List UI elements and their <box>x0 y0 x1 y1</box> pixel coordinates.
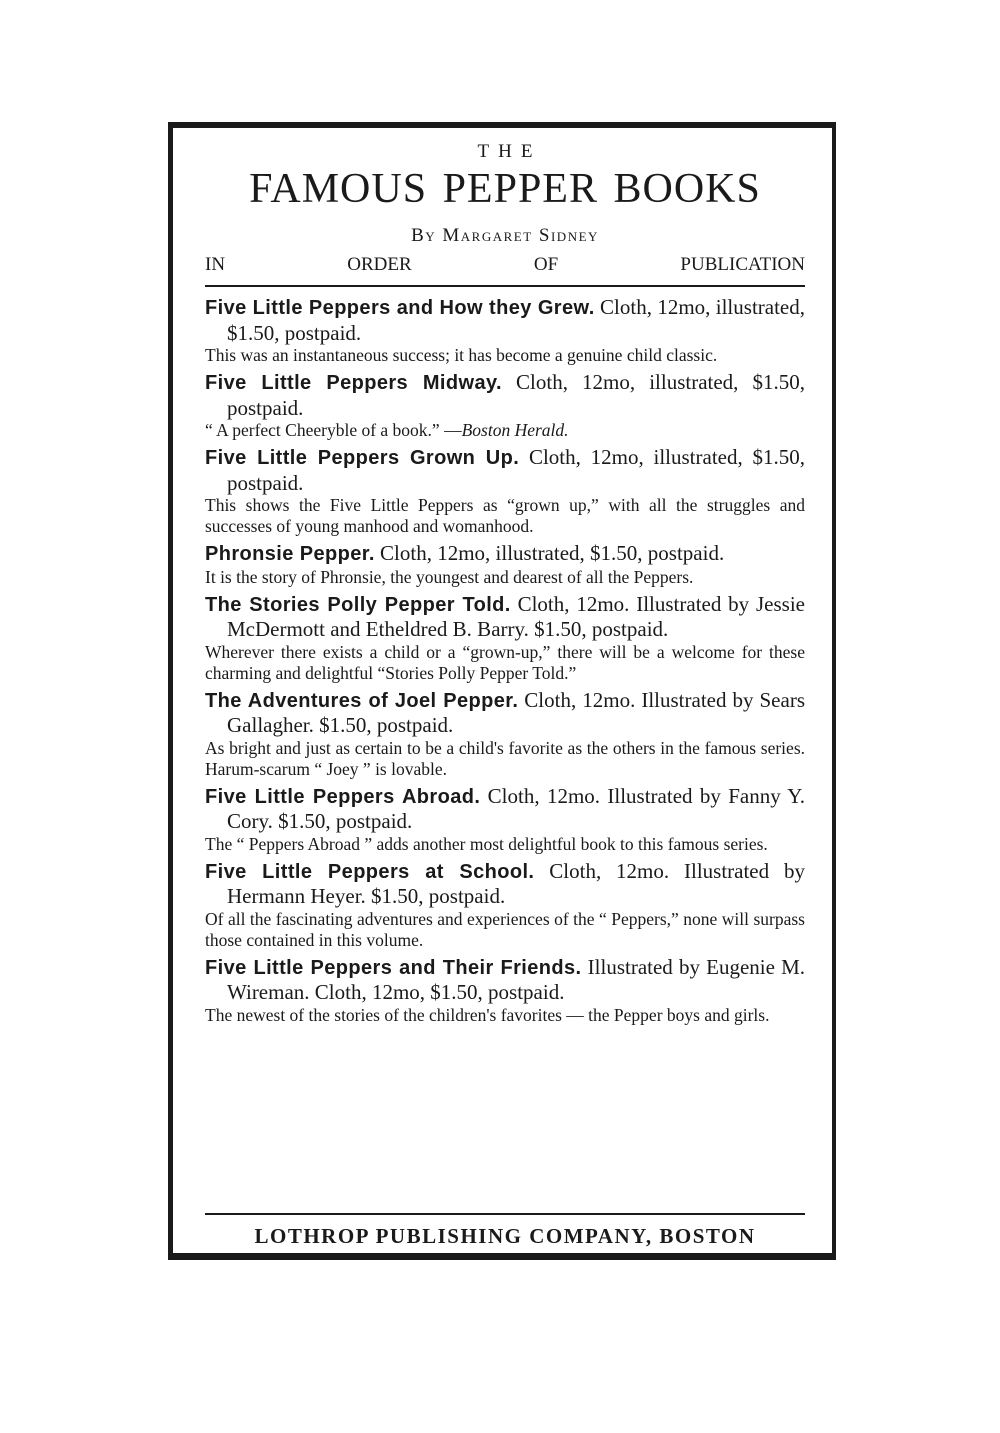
book-description: The “ Peppers Abroad ” adds another most delightful book to this famous series. <box>205 833 768 854</box>
book-details: Cloth, 12mo, illustrated, $1.50, postpaid. <box>227 295 805 345</box>
order-word-publication: PUBLICATION <box>680 254 805 275</box>
header-the: THE <box>477 141 542 162</box>
order-word-of: OF <box>533 254 559 275</box>
order-of-publication <box>205 253 805 277</box>
advertisement-content <box>205 128 805 1030</box>
book-heading <box>205 592 805 642</box>
book-title: Five Little Peppers Midway. <box>205 372 502 394</box>
book-details: Cloth, 12mo. Illustrated by Fanny Y. Cory. $1.50, postpaid. <box>227 783 806 833</box>
book-description: The newest of the stories of the children's favorites — the Pepper boys and girls. <box>205 1004 770 1025</box>
quote-text: “ A perfect Cheeryble of a book.” — <box>205 420 462 440</box>
book-details: Cloth, 12mo, illustrated, $1.50, postpaid. <box>227 370 806 420</box>
book-description: It is the story of Phronsie, the youngest and dearest of all the Peppers. <box>205 566 694 587</box>
book-entry <box>205 784 805 855</box>
book-entry <box>205 688 805 780</box>
book-description: As bright and just as certain to be a child's favorite as the others in the famous series. Harum-scarum “ Joey ” is lovable. <box>205 737 805 779</box>
book-details: Cloth, 12mo, illustrated, $1.50, postpaid. <box>380 541 725 565</box>
advertisement-frame <box>168 122 836 1260</box>
book-title: Five Little Peppers and How they Grew. <box>205 297 595 319</box>
book-description: This shows the Five Little Peppers as “grown up,” with all the struggles and successes of young manhood and womanhood. <box>205 495 805 536</box>
book-description: Wherever there exists a child or a “grown-up,” there will be a welcome for these charming and delightful “Stories Polly Pepper Told.” <box>205 641 805 683</box>
book-title: Five Little Peppers at School. <box>205 860 535 883</box>
author-line: By Margaret Sidney <box>411 225 599 246</box>
book-title: Five Little Peppers Abroad. <box>205 785 481 808</box>
book-title: Phronsie Pepper. <box>205 543 375 565</box>
book-details: Illustrated by Eugenie M. Wireman. Cloth, 12mo, $1.50, postpaid. <box>227 954 806 1004</box>
order-word-in: IN <box>205 254 226 275</box>
book-details: Cloth, 12mo, illustrated, $1.50, postpaid. <box>227 445 806 495</box>
header-divider <box>205 285 805 287</box>
book-heading <box>205 859 805 909</box>
book-entry <box>205 592 805 684</box>
book-heading <box>205 541 805 567</box>
book-description <box>205 420 805 441</box>
book-heading <box>205 784 805 834</box>
book-details: Cloth, 12mo. Illustrated by Sears Gallagher. $1.50, postpaid. <box>227 687 805 737</box>
book-heading <box>205 688 805 738</box>
book-entry <box>205 370 805 441</box>
book-entry <box>205 295 805 366</box>
quote-source: Boston Herald. <box>461 420 569 440</box>
book-heading <box>205 445 805 495</box>
book-entry <box>205 859 805 951</box>
book-details: Cloth, 12mo. Illustrated by Jessie McDermott and Etheldred B. Barry. $1.50, postpaid. <box>227 591 805 641</box>
page-title: FAMOUS PEPPER BOOKS <box>249 166 761 212</box>
order-word-order: ORDER <box>347 254 412 275</box>
book-entry <box>205 541 805 588</box>
book-title: The Stories Polly Pepper Told. <box>205 593 511 616</box>
book-heading <box>205 295 805 345</box>
book-entry <box>205 445 805 537</box>
book-title: The Adventures of Joel Pepper. <box>205 689 519 712</box>
footer-divider <box>205 1213 805 1215</box>
book-list <box>205 295 805 1026</box>
book-description: This was an instantaneous success; it has become a genuine child classic. <box>205 345 718 365</box>
book-entry <box>205 955 805 1026</box>
book-title: Five Little Peppers Grown Up. <box>205 447 520 469</box>
book-details: Cloth, 12mo. Illustrated by Hermann Heyer. $1.50, postpaid. <box>227 858 805 908</box>
book-heading <box>205 370 805 420</box>
book-title: Five Little Peppers and Their Friends. <box>205 956 582 979</box>
book-heading <box>205 955 805 1005</box>
book-description: Of all the fascinating adventures and experiences of the “ Peppers,” none will surpass those contained in this volume. <box>205 908 805 950</box>
publisher-line: LOTHROP PUBLISHING COMPANY, BOSTON <box>254 1224 756 1248</box>
